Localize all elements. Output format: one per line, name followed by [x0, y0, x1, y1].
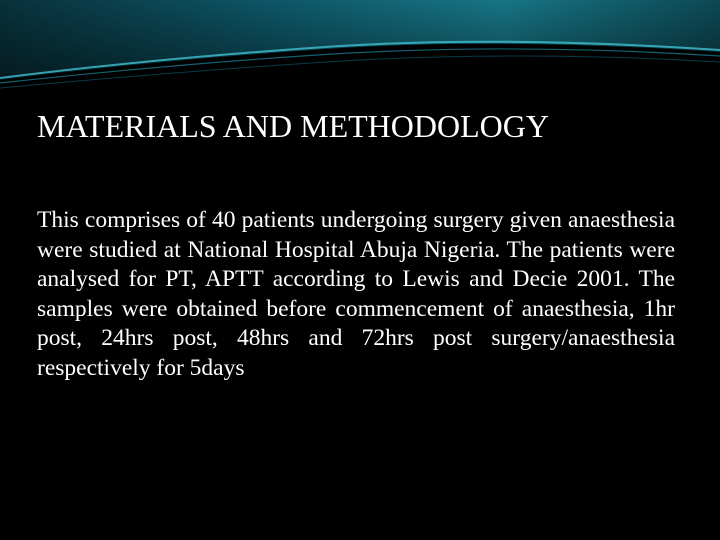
slide-title: MATERIALS AND METHODOLOGY [37, 108, 549, 144]
header-wave-graphic [0, 0, 720, 90]
decorative-header-band [0, 0, 720, 90]
body-paragraph: This comprises of 40 patients undergoing surgery given anaesthesia were studied at National Hospital Abuja Nigeria. The patients were analysed for PT, APTT according to Lewis and Decie 2001. The samples were obtained before commencement of anaesthesia, 1hr post, 24hrs post, 48hrs and 72hrs post surgery/anaesthesia respectively for 5days [37, 207, 675, 381]
